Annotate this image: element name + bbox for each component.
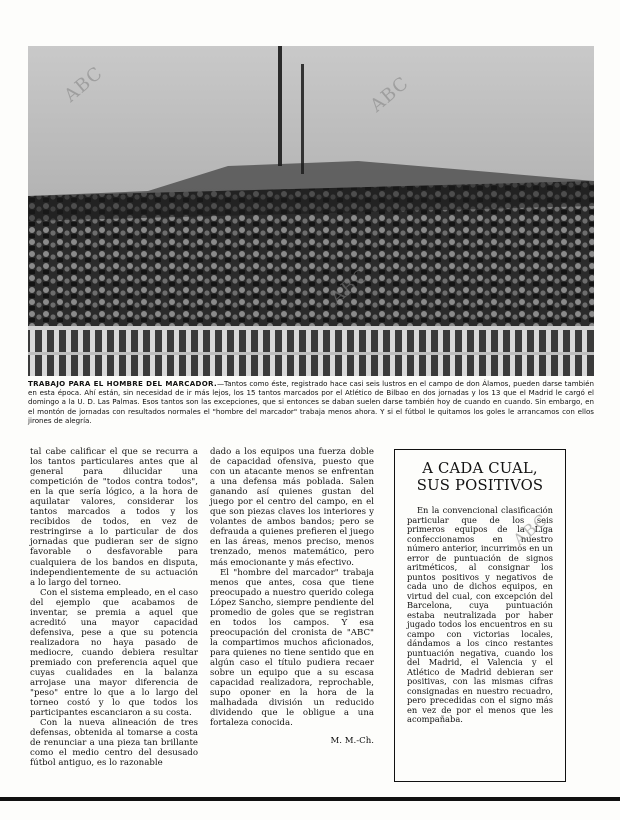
watermark: ABC (509, 509, 552, 550)
article-paragraph: El "hombre del marcador" trabaja menos que antes, cosa que tiene preocupado a nuestro querido colega López Sancho, siempre pendiente del promedio de goles que se registran en todos los campos. Y esa preocupación del cronista de "ABC" la compartimos muchos aficionados, para quienes no tiene sentido que en algún caso el título pudiera recaer sobre un equipo que a su escasa capacidad realizadora, reprochable, supo oponer en la hora de la malhadada división un reducido dividendo que le obligue a una fortaleza conocida. (210, 567, 374, 729)
article-column-1 (30, 447, 198, 769)
watermark: ABC (366, 72, 414, 117)
match-photo (28, 46, 594, 376)
watermark: ABC (326, 264, 374, 309)
article-column-2 (210, 447, 374, 746)
article-paragraph: dado a los equipos una fuerza doble de capacidad ofensiva, puesto que con un atacante menos se enfrentan a una defensa más poblada. Salen ganando así quienes gustan del juego por el centro del campo, en el que son piezas claves los interiores y volantes de ambos bandos; pero se defrauda a quienes prefieren el juego en las áreas, menos preciso, menos trenzado, menos matemático, pero más emocionante y más efectivo. (210, 447, 374, 568)
crowd-photo-image (28, 46, 594, 376)
article-paragraph: Con el sistema empleado, en el caso del ejemplo que acabamos de inventar, se premia a aquel que acreditó una mayor capacidad defensiva, pese a que su potencia realizadora no haya pasado de mediocre, cuando debiera resultar premiado con preferencia aquel que cuyas cualidades en la balanza arrojase una mayor diferencia de "peso" entre lo que a lo largo del torneo costó y lo que todos los participantes escanciaron a su costa. (30, 587, 198, 719)
caption-text: —Tantos como éste, registrado hace casi seis lustros en el campo de don Álamos, pueden darse también en esta época. Ahí están, sin necesidad de ir más lejos, los 15 tantos marcados por el Atlético de Bilbao en dos jornadas y los 13 que el Madrid le cargó el domingo a la U. D. Las Palmas. Esos tantos son las excepciones, que si entonces se daban suelen darse también hoy de cuando en cuando. Sin embargo, en el montón de jornadas con resultados normales el "hombre del marcador" trabaja menos ahora. Y si el fútbol le quitamos los goles le arrancamos con ellos jirones de alegría. (28, 379, 595, 425)
author-signature: M. M.-Ch. (330, 736, 374, 747)
article-paragraph: tal cabe calificar el que se recurra a los tantos particulares antes que al general para dilucidar una competición de "todos contra todos", en la que sería lógico, a la hora de aquilatar valores, considerar los tantos marcados a todos y los recibidos de todos, en vez de restringirse a lo particular de dos jornadas que pudieran ser de signo favorable o desfavorable para cualquiera de los bandos en disputa, independientemente de su actuación a lo largo del torneo. (30, 447, 198, 588)
sidebar-title: A CADA CUAL, SUS POSITIVOS (416, 460, 544, 494)
article-paragraph: Con la nueva alineación de tres defensas, obtenida al tomarse a costa de renunciar a una pieza tan brillante como el medio centro del desusado fútbol antiguo, es lo razonable (30, 718, 198, 769)
photo-caption (28, 379, 594, 425)
caption-title: TRABAJO PARA EL HOMBRE DEL MARCADOR. (28, 379, 217, 388)
page-bottom-rule (0, 797, 620, 801)
watermark: ABC (60, 62, 108, 107)
sidebar-box (394, 449, 566, 782)
sidebar-text: En la convencional clasificación particular que de los seis primeros equipos de la Liga confeccionamos en nuestro número anterior, incurrimos en un error de puntuación de signos aritméticos, al consignar los puntos positivos y negativos de cada uno de dichos equipos, en virtud del cual, con excepción del Barcelona, cuya puntuación estaba neutralizada por haber jugado todos los encuentros en su campo con victorias locales, dándamos a los cinco restantes puntuación negativa, cuando los del Madrid, el Valencia y el Atlético de Madrid debieran ser positivas, con las mismas cifras consignadas en nuestro recuadro, pero precedidas con el signo más en vez de por el menos que les acompañaba. (407, 505, 553, 724)
